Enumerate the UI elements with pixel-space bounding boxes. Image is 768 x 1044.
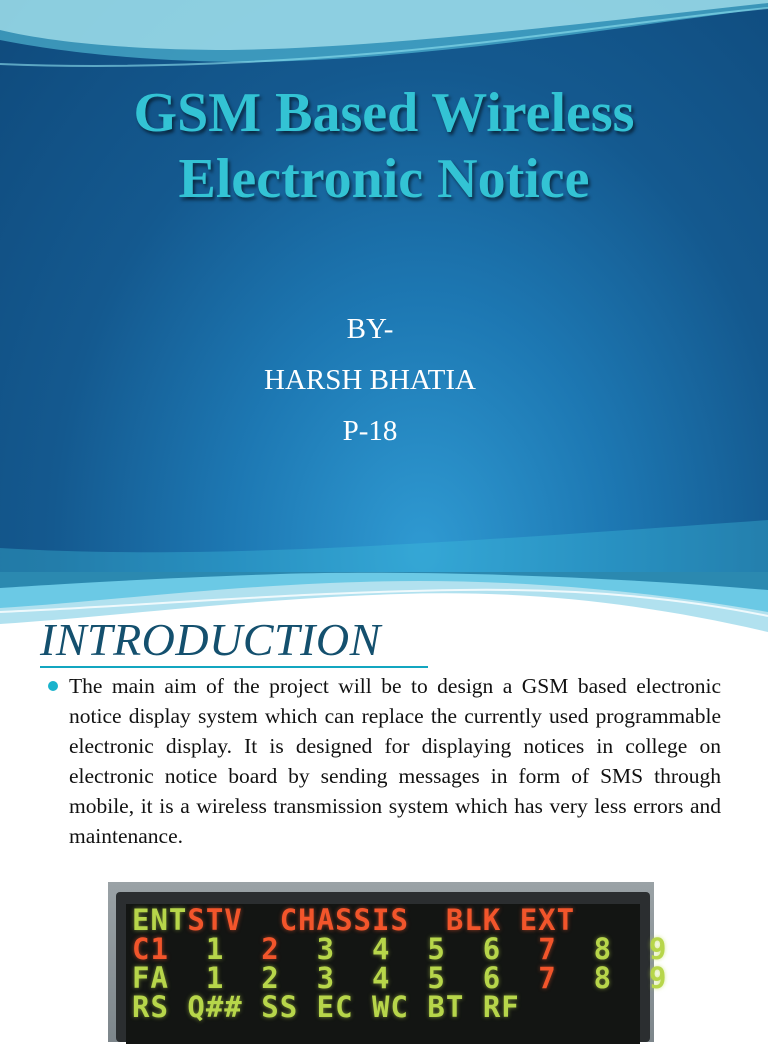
led-cell: 6 <box>482 932 502 966</box>
led-notice-board-photo <box>108 882 668 1042</box>
led-cell: 6 <box>482 961 502 995</box>
led-header-ent: ENT <box>132 903 188 937</box>
led-row-rs <box>132 990 520 1024</box>
title-line-2: Electronic Notice <box>178 148 590 210</box>
led-cell: 3 <box>316 932 336 966</box>
introduction-slide <box>0 572 768 1024</box>
led-cell: 4 <box>372 961 391 995</box>
led-cell: 4 <box>372 932 391 966</box>
led-row-c1 <box>132 932 668 966</box>
led-header-chassis: CHASSIS <box>279 903 409 937</box>
led-cell: 9 <box>648 932 668 966</box>
led-cell: 1 <box>205 961 225 995</box>
led-cell: 9 <box>648 961 668 995</box>
heading-underline <box>40 666 428 668</box>
led-row-label: FA <box>132 961 169 995</box>
led-header-blk: BLK <box>445 903 502 937</box>
intro-paragraph: The main aim of the project will be to design a GSM based electronic notice display system which can replace the currently used programmable electronic display. It is designed for displaying notices in college on electronic notice board by sending messages in form of SMS through mobile, it is a wireless transmission system which has very less errors and maintenance. <box>69 674 721 848</box>
led-cell: 2 <box>261 961 280 995</box>
bullet-icon <box>48 681 58 691</box>
led-cell: 3 <box>316 961 336 995</box>
led-cell: Q## <box>187 990 243 1024</box>
led-cell: 5 <box>427 961 446 995</box>
slide-title <box>40 80 728 212</box>
section-heading: INTRODUCTION <box>40 614 381 665</box>
led-cell: 5 <box>427 932 446 966</box>
led-cell: 8 <box>593 932 613 966</box>
led-cell: 7 <box>538 932 557 966</box>
led-header-ext: EXT <box>519 903 576 937</box>
led-header-stv: STV <box>187 903 243 937</box>
led-row-label: RS <box>132 990 169 1024</box>
title-line-1: GSM Based Wireless <box>133 82 635 144</box>
led-cell: BT <box>427 990 465 1024</box>
by-label: BY- <box>346 313 394 345</box>
led-row-label: C1 <box>132 932 169 966</box>
author-name: HARSH BHATIA <box>264 364 476 396</box>
led-row-fa <box>132 961 668 995</box>
led-cell: RF <box>482 990 520 1024</box>
led-cell: 2 <box>261 932 280 966</box>
led-header-row <box>132 903 576 937</box>
led-cell: 7 <box>538 961 557 995</box>
led-cell: 1 <box>205 932 225 966</box>
led-cell: EC <box>316 990 354 1024</box>
led-cell: SS <box>261 990 299 1024</box>
led-cell: WC <box>372 990 409 1024</box>
roll-number: P-18 <box>342 415 398 447</box>
led-cell: 8 <box>593 961 613 995</box>
led-display-panel <box>126 903 668 1044</box>
